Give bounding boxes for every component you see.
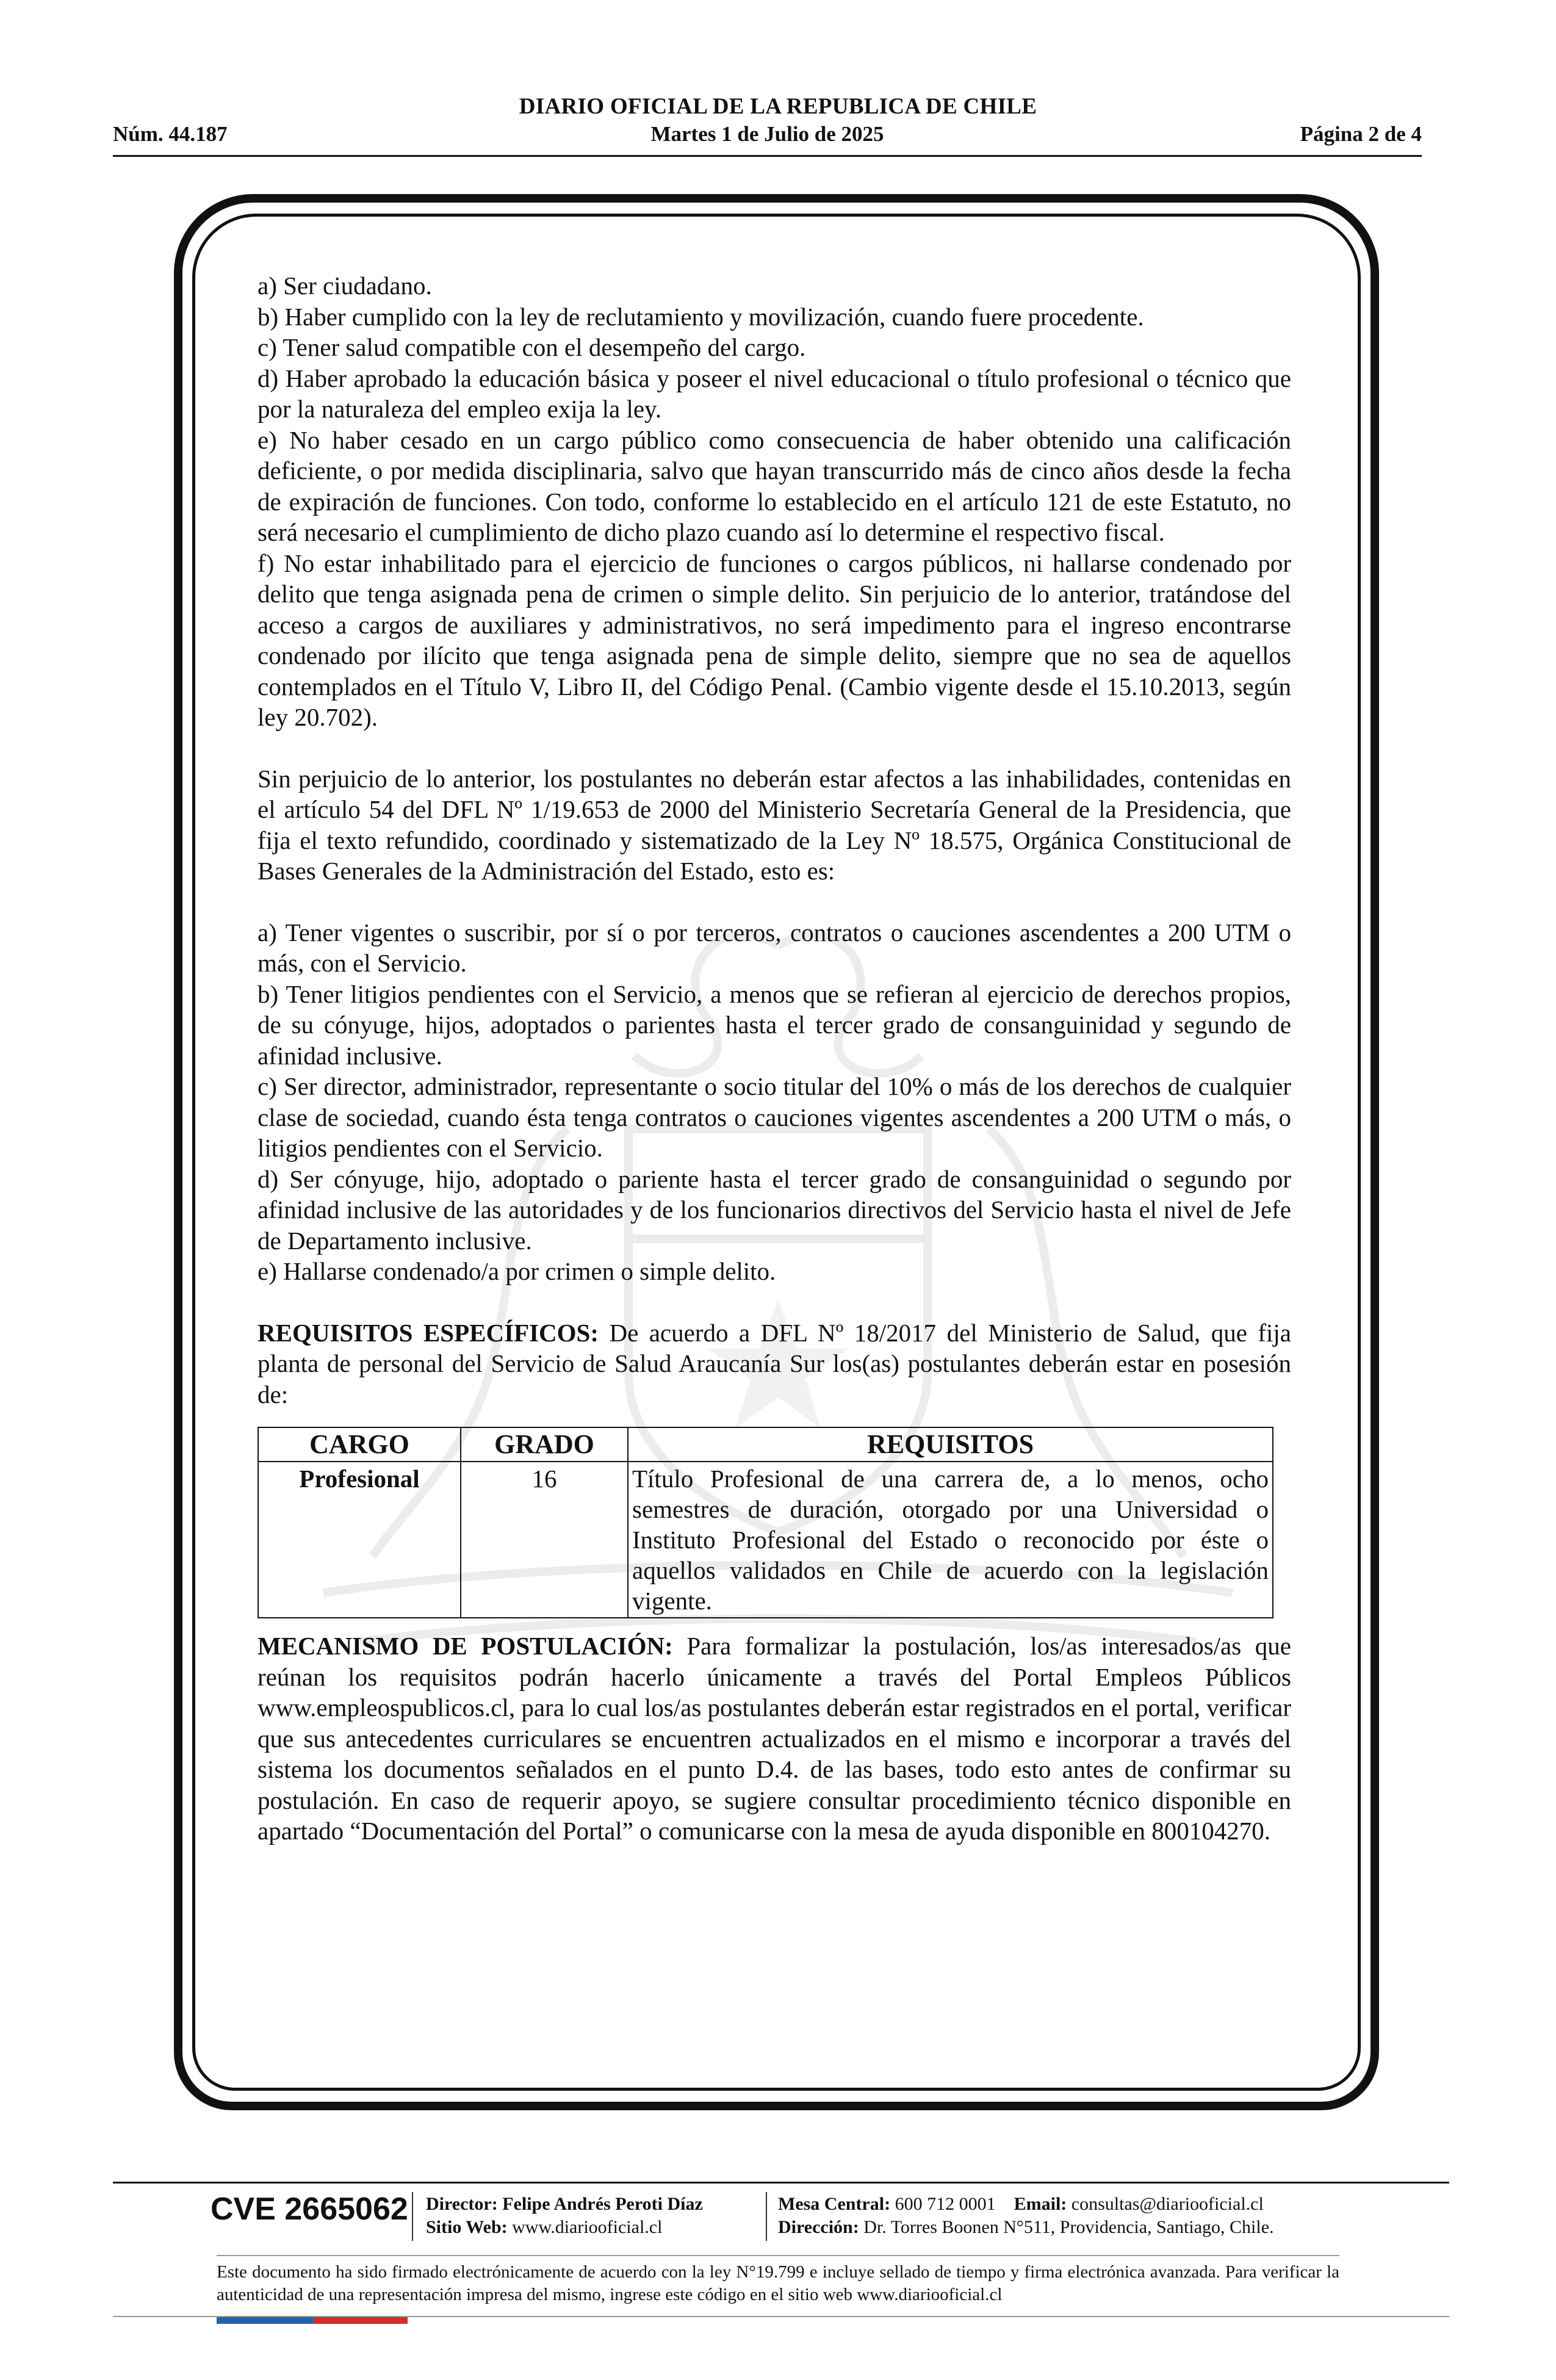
- footer-separator: [766, 2192, 767, 2241]
- application-mechanism-paragraph: [258, 1631, 1291, 1847]
- director-label: Director:: [426, 2194, 498, 2214]
- cve-code: CVE 2665062: [211, 2191, 408, 2227]
- table-header-row: [258, 1427, 1273, 1462]
- email-label: Email:: [1014, 2194, 1067, 2214]
- electronic-signature-note: Este documento ha sido firmado electrónicamente de acuerdo con la ley N°19.799 e incluye sellado de tiempo y firma electrónica avanzada. Para verificar la autenticidad de una representación impresa del mismo, ingrese este código en el sitio web www.diariooficial.cl: [217, 2262, 1339, 2304]
- application-mechanism-text: Para formalizar la postulación, los/as interesados/as que reúnan los requisitos podrán hacerlo únicamente a través del Portal Empleos Públicos www.empleospublicos.cl, para lo cual los/as postulantes deberán estar registrados en el portal, verificar que sus antecedentes curriculares se encuentren actualizados en el mismo e incorporar a través del sistema los documentos señalados en el punto D.4. de las bases, todo esto antes de confirmar su postulación. En caso de requerir apoyo, se sugiere consultar procedimiento técnico disponible en apartado “Documentación del Portal” o comunicarse con la mesa de ayuda disponible en 800104270.: [258, 1632, 1291, 1845]
- inhability-item: e) Hallarse condenado/a por crimen o simple delito.: [258, 1257, 776, 1285]
- specific-requirements-heading: REQUISITOS ESPECÍFICOS:: [258, 1318, 599, 1347]
- header-row: [113, 122, 1422, 151]
- footer-contact-info: [778, 2193, 1274, 2239]
- requirements-table: [258, 1427, 1273, 1618]
- site-label: Sitio Web:: [426, 2217, 508, 2237]
- application-mechanism-heading: MECANISMO DE POSTULACIÓN:: [258, 1632, 673, 1660]
- general-requirement-item: c) Tener salud compatible con el desempeño del cargo.: [258, 333, 806, 361]
- general-requirement-item: a) Ser ciudadano.: [258, 272, 432, 300]
- address-label: Dirección:: [778, 2217, 859, 2237]
- general-requirement-item: d) Haber aprobado la educación básica y poseer el nivel educacional o título profesional o técnico que por la naturaleza del empleo exija la ley.: [258, 364, 1291, 423]
- cell-cargo: Profesional: [258, 1462, 461, 1618]
- general-requirement-item: b) Haber cumplido con la ley de reclutamiento y movilización, cuando fuere procedente.: [258, 302, 1144, 331]
- inhability-item: a) Tener vigentes o suscribir, por sí o por terceros, contratos o cauciones ascendentes a 200 UTM o más, con el Servicio.: [258, 918, 1291, 977]
- inhability-item: b) Tener litigios pendientes con el Servicio, a menos que se refieran al ejercicio de derechos propios, de su cónyuge, hijos, adoptados o parientes hasta el tercer grado de consanguinidad y segundo de afinidad inclusive.: [258, 979, 1291, 1070]
- cell-requisitos: Título Profesional de una carrera de, a lo menos, ocho semestres de duración, otorgado por una Universidad o Instituto Profesional del Estado o reconocido por éste o aquellos validados en Chile de acuerdo con la legislación vigente.: [628, 1462, 1273, 1618]
- specific-requirements-paragraph: [258, 1318, 1291, 1410]
- table-row: [258, 1462, 1273, 1618]
- footer-director-info: [426, 2193, 703, 2239]
- page-indicator: Página 2 de 4: [1300, 122, 1422, 146]
- column-header-cargo: CARGO: [258, 1427, 461, 1462]
- footer-divider: [217, 2255, 1339, 2256]
- document-body: [258, 270, 1291, 1847]
- specific-requirements-text: De acuerdo a DFL Nº 18/2017 del Ministerio de Salud, que fija planta de personal del Servicio de Salud Araucanía Sur los(as) postulantes deberán estar en posesión de:: [258, 1318, 1292, 1408]
- column-header-grado: GRADO: [461, 1427, 628, 1462]
- newspaper-title: DIARIO OFICIAL DE LA REPUBLICA DE CHILE: [519, 94, 1037, 119]
- inhability-item: c) Ser director, administrador, representante o socio titular del 10% o más de los derechos de cualquier clase de sociedad, cuando ésta tenga contratos o cauciones vigentes ascendentes a 200 UTM o más, o litigios pendientes con el Servicio.: [258, 1072, 1291, 1162]
- header-divider: [113, 155, 1422, 157]
- cell-grado: 16: [461, 1462, 628, 1618]
- column-header-requisitos: REQUISITOS: [628, 1427, 1273, 1462]
- footer-divider: [113, 2182, 1449, 2183]
- phone-number: 600 712 0001: [895, 2194, 996, 2214]
- site-link[interactable]: www.diariooficial.cl: [512, 2217, 663, 2237]
- phone-label: Mesa Central:: [778, 2194, 891, 2214]
- email-link[interactable]: consultas@diariooficial.cl: [1071, 2194, 1264, 2214]
- issue-number: Núm. 44.187: [113, 122, 228, 146]
- director-name: Felipe Andrés Peroti Díaz: [502, 2194, 703, 2214]
- flag-stripe-red: [313, 2317, 408, 2324]
- general-requirement-item: e) No haber cesado en un cargo público como consecuencia de haber obtenido una calificación deficiente, o por medida disciplinaria, salvo que hayan transcurrido más de cinco años desde la fecha de expiración de funciones. Con todo, conforme lo establecido en el artículo 121 de este Estatuto, no será necesario el cumplimiento de dicho plazo cuando así lo determine el respectivo fiscal.: [258, 425, 1291, 546]
- inhability-item: d) Ser cónyuge, hijo, adoptado o pariente hasta el tercer grado de consanguinidad o segundo por afinidad inclusive de las autoridades y de los funcionarios directivos del Servicio hasta el nivel de Jefe de Departamento inclusive.: [258, 1164, 1291, 1255]
- inhabilities-intro: Sin perjuicio de lo anterior, los postulantes no deberán estar afectos a las inhabilidades, contenidas en el artículo 54 del DFL Nº 1/19.653 de 2000 del Ministerio Secretaría General de la Presidencia, que fija el texto refundido, coordinado y sistematizado de la Ley Nº 18.575, Orgánica Constitucional de Bases Generales de la Administración del Estado, esto es:: [258, 764, 1291, 885]
- general-requirement-item: f) No estar inhabilitado para el ejercicio de funciones o cargos públicos, ni hallarse condenado por delito que tenga asignada pena de crimen o simple delito. Sin perjuicio de lo anterior, tratándose del acceso a cargos de auxiliares y administrativos, no será impedimento para el ingreso encontrarse condenado por ilícito que tenga asignada pena de simple delito, siempre que no sea de aquellos contemplados en el Título V, Libro II, del Código Penal. (Cambio vigente desde el 15.10.2013, según ley 20.702).: [258, 549, 1291, 731]
- flag-stripe-blue: [217, 2317, 313, 2324]
- footer-separator: [412, 2192, 413, 2241]
- issue-date: Martes 1 de Julio de 2025: [650, 122, 884, 146]
- address-value: Dr. Torres Boonen N°511, Providencia, Santiago, Chile.: [863, 2217, 1274, 2237]
